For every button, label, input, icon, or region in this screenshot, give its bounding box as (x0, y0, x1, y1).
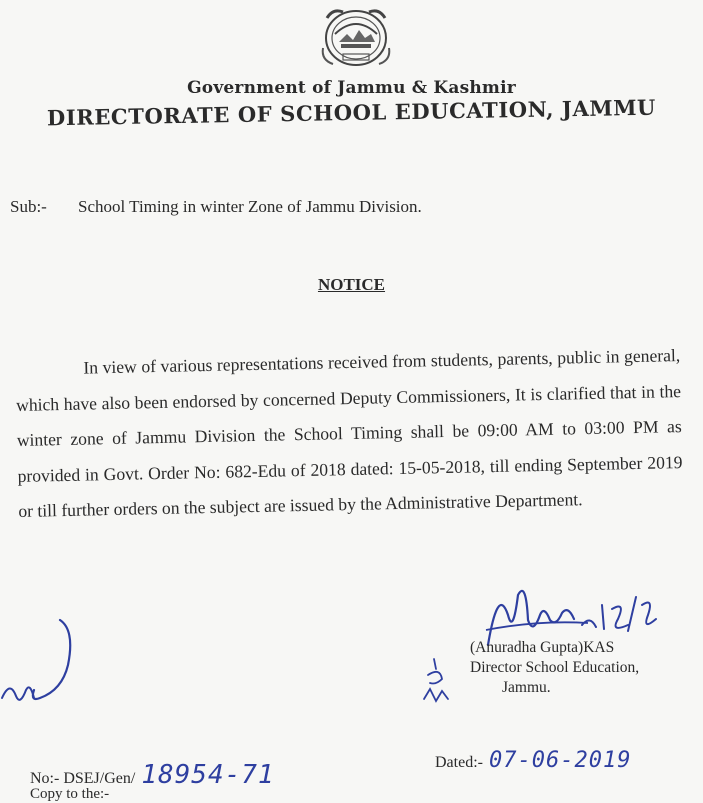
signatory-place: Jammu. (502, 679, 551, 696)
subject-line (10, 197, 422, 217)
notice-body-text: In view of various representations received from students, parents, public in general, which have also been endorsed by concerned Deputy Commissioners, It is clarified that in the winter zone of Jammu Division the School Timing shall be 09:00 AM to 03:00 PM as provided in Govt. Order No: 682-Edu of 2018 dated: 15-05-2018, till ending September 2019 or till further orders on the subject are issued by the Administrative Department. (15, 345, 683, 521)
copy-to-label: Copy to the:- (30, 786, 110, 802)
dated-value: 07-06-2019 (488, 748, 632, 773)
reference-number-label: No:- DSEJ/Gen/ (30, 770, 136, 787)
signatory-title: Director School Education, (470, 659, 640, 676)
government-heading: Government of Jammu & Kashmir (187, 78, 516, 98)
signatory-name: (Anuradha Gupta)KAS (470, 639, 615, 656)
dated-label: Dated:- (435, 754, 483, 771)
notice-title: NOTICE (317, 275, 386, 294)
left-margin-signature-icon (0, 610, 90, 720)
directorate-heading: DIRECTORATE OF SCHOOL EDUCATION, JAMMU (46, 94, 657, 131)
reference-number-value: 18954-71 (141, 760, 275, 790)
subject-label: Sub:- (10, 197, 47, 216)
state-emblem-icon (313, 4, 399, 70)
subject-text: School Timing in winter Zone of Jammu Division. (78, 197, 422, 216)
signatory-block (470, 638, 639, 698)
initials-mark-icon (420, 655, 475, 705)
dated-line (435, 748, 631, 773)
notice-body (15, 338, 684, 529)
